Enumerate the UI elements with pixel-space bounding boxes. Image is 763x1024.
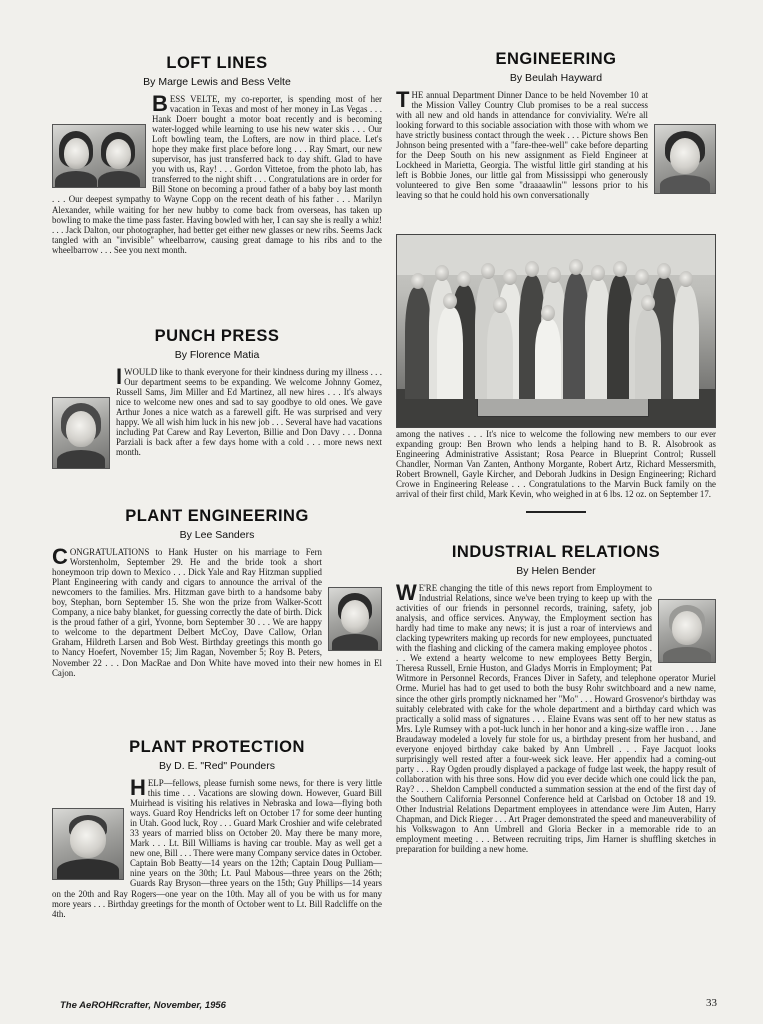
plant-protection-section: [52, 738, 382, 919]
punch-press-body: [52, 364, 382, 458]
punch-press-section: [52, 327, 382, 472]
man-portrait-photo-2: [52, 808, 124, 880]
plant-protection-body: [52, 775, 382, 919]
plant-engineering-text: ONGRATULATIONS to Hank Huster on his marriage to Fern Worstenholm, September 29. He and the bride took a short honeymoon trip down to Mexico . . . Dick Yale and Ray Hitzman supplied Plant Engineering with candy and cigars to announce the arrival of the newcomers to the families. Mrs. Hitzman gave birth to a handsome baby boy, Stephan, born September 15. She won the prize from Walker-Scott Company, a nice baby blanket, for guessing correctly the date of birth. Dick is the proud father of a girl, Yvonne, born September 30 . . . We are happy to welcome to the department Delbert McCoy, Dave Callow, Orlan Graham, Hildreth Larsen and Bob West. Birthday greetings this month go to Nancy Hoefert, November 15; Jim Ragan, November 5; Roy B. Peters, November 22 . . . Don MacRae and Don White have moved into their new homes in El Cajon.: [52, 547, 382, 678]
punch-press-dropcap: I: [116, 364, 123, 389]
loft-lines-section: [52, 54, 382, 255]
industrial-relations-body: [396, 580, 716, 855]
plant-engineering-title: PLANT ENGINEERING: [125, 507, 309, 525]
engineering-byline: By Beulah Hayward: [509, 72, 603, 84]
plant-engineering-section: [52, 507, 382, 678]
loft-lines-byline: By Marge Lewis and Bess Velte: [143, 76, 291, 88]
loft-lines-text: ESS VELTE, my co-reporter, is spending most of her vacation in Texas and most of her money in Las Vegas . . . Hank Doerr bought a motor boat recently and is becoming water-logged while learning to use his new water skis . . . Our Loft bowling team, the Lofters, are now in third place. Let's hope they make first place before long . . . Ray Smart, our new supervisor, has just transferred back to day shift. Glad to have you with us, Ray! . . . Gordon Vittetoe, from the photo lab, has transferred to the night shift . . . Congratulations are in order for Bill Stone on becoming a proud father of a baby boy last month . . . Our deepest sympathy to Wayne Copp on the recent death of his father . . . Marilyn Alexander, while waiting for her new hubby to come back from overseas, has taken up bowling to make the time pass faster. Having bowled with her, I can say she is really a whiz! . . . Jack Dalton, our photographer, had better get either new glasses or new ribs. Seems Jack tangled with an "invisible" wheelbarrow, causing great damage to his ribs and to the wheelbarrow . . . See you next month.: [52, 94, 382, 255]
woman-portrait-photo-2: [654, 124, 716, 194]
industrial-relations-byline: By Helen Bender: [516, 565, 596, 577]
woman-portrait-photo-3: [658, 599, 716, 663]
engineering-body-1: [396, 90, 716, 222]
two-women-photo: [52, 124, 146, 188]
divider: [526, 511, 586, 513]
plant-engineering-body: [52, 544, 382, 678]
plant-protection-byline: By D. E. "Red" Pounders: [158, 760, 275, 772]
engineering-title: ENGINEERING: [495, 50, 617, 68]
engineering-body-2: among the natives . . . It's nice to welcome the following new members to our ever expanding group: Ben Brown who lends a helping hand to B. R. Alsobrook as Engineering Administrative Assistant; Rosa Pearce in Blueprint Control; Russell Chandler, Norman Van Zanten, Anthony Morgante, Robert Artz, Richard Messersmith, Robert Brownell, Gayle Kircher, and Deborah Judkins in Design Engineering; Richard Crowe in Engineering Release . . . Congratulations to the Marvin Buck family on the arrival of their first child, Mark Kevin, who weighed in at 6 lbs. 12 oz. on September 17.: [396, 429, 716, 500]
man-portrait-photo: [328, 587, 382, 651]
engineering-continued: [396, 429, 716, 513]
page-number: 33: [706, 997, 717, 1009]
woman-portrait-photo: [52, 397, 110, 469]
plant-protection-title: PLANT PROTECTION: [129, 738, 305, 756]
punch-press-byline: By Florence Matia: [174, 349, 260, 361]
industrial-relations-dropcap: W: [396, 580, 417, 605]
punch-press-text: WOULD like to thank everyone for their kindness during my illness . . . Our department seems to be expanding. We welcome Johnny Gomez, Russell Sams, Jim Miller and Ed Martinez, all new hires . . . It's always nice to welcome new ones and sad to say goodbye to old ones. We gave Arthur Jones a nice watch as a farewell gift. He was surprised and very happy. We all wish him luck in his new job . . . Several have had vacations including Pat Carew and Ray Leverton, Billie and Don Davy . . . Donna Parziali is back after a few days home with a cold . . . more news next month.: [116, 367, 382, 458]
loft-lines-dropcap: B: [152, 91, 168, 116]
punch-press-title: PUNCH PRESS: [154, 327, 280, 345]
engineering-dropcap: T: [396, 90, 410, 112]
plant-protection-text: ELP—fellows, please furnish some news, for there is very little this time . . . Vacations are slowing down. However, Guard Bill Muirhead is visiting his relatives in Nebraska and Iowa—flying both ways. Guard Roy Hendricks left on October 17 for some deer hunting in Utah. Good luck, Roy . . . Guard Mark Croshier and wife celebrated 33 years of married bliss on October 20. May there be many more, Mark . . . Lt. Bill Williams is having car trouble. May as well get a new one, Bill . . . There were many Company service dates in October. Captain Bob Beatty—14 years on the 12th; Captain Doug Pulliam—nine years on the 30th; Lt. Paul Mabous—three years on the 26th; Guards Ray Bryson—three years on the 15th; Guy Phillips—14 years on the 20th and Ray Rogers—one year on the 10th. May all of you be with us for many more years . . . Birthday greetings for the month of October went to Lt. Bill Radcliffe on the 4th.: [52, 778, 382, 919]
publication-footer: The AeROHRcrafter, November, 1956: [60, 1000, 226, 1011]
industrial-relations-section: [396, 543, 716, 854]
plant-engineering-dropcap: C: [52, 544, 68, 569]
industrial-relations-title: INDUSTRIAL RELATIONS: [451, 543, 661, 561]
industrial-relations-text: E'RE changing the title of this news report from Employment to Industrial Relations, since we've been trying to keep up with the activities of our friends in personnel records, training, safety, job analysis, and office services. Anyway, the Employment section has hardly had time to make any news; it is just a roar of interviews and clacking typewriters making up records for new employees, punctuated with the flashing and clicking of the camera making employee photos . . . We extend a hearty welcome to new employees Betty Bergin, Theresa Russell, Ernie Huston, and Gladys Morris in Employment; Pat Witmore in Personnel Records, Frances Diver in Safety, and telephone operator Muriel Orme. Muriel has had to get used to both the busy Rohr switchboard and a new name, since the other girls promptly nicknamed her "Mo" . . . Howard Grosvenor's birthday was suitably celebrated with cake for the whole department and a birthday card which was practically a solid mass of signatures . . . Elaine Evans was sent off to her new status as Mrs. Lyle Rumsey with a pot-luck lunch in her honor and a king-size waffle iron . . . Jane Braudaway modeled a lovely fur stole for us, a birthday present from her husband, and everyone enjoyed birthday cake baked by Ann Umbrell . . . Faye Jacquot looks surprisingly well rested after a four-week sick leave. Her appendix had a coming-out party . . . Ray Ogden proudly displayed a package of fudge last week, the happy result of collaboration with his three sons. How did you ever decide which one could lick the pan, Ray? . . . Sheldon Campbell conducted a summation session at the end of the first day of the Southern California Personnel Conference held at Carlsbad on October 18 and 19. Other Industrial Relations Department employees in attendance were Jim Auten, Harry Chapman, and Dick Rieger . . . Art Prager demonstrated the speed and maneuverability of his Volkswagon to Ann Umbrell and Gloria Becker in a memorable ride to an employment meeting . . . Between recruiting trips, Jim Harner is shuffling sketches in preparation for building a new home.: [396, 583, 716, 855]
engineering-section: [396, 50, 716, 222]
engineering-text-1: HE annual Department Dinner Dance to be held November 10 at the Mission Valley Country Club promises to be a real success with all new and old hands in attendance for conviviality. We're all looking forward to this sociable association with those with whom we have strictly business contact through the week . . . Picture shows Ben Johnson being presented with a "fare-thee-well" cake before departing for the Deep South on his new assignment as Field Engineer at Lockheed in Marietta, Georgia. The wistful little girl standing at his left is Bobbie Jones, our little gal from Mississippi who generously volunteered to give Ben some "draaaawlin'" lessons prior to his leaving so that he could hold his own conversationally: [396, 90, 648, 201]
loft-lines-title: LOFT LINES: [166, 54, 268, 72]
plant-protection-dropcap: H: [130, 775, 146, 800]
group-photo-cake: [396, 234, 716, 428]
loft-lines-body: [52, 91, 382, 255]
plant-engineering-byline: By Lee Sanders: [179, 529, 255, 541]
